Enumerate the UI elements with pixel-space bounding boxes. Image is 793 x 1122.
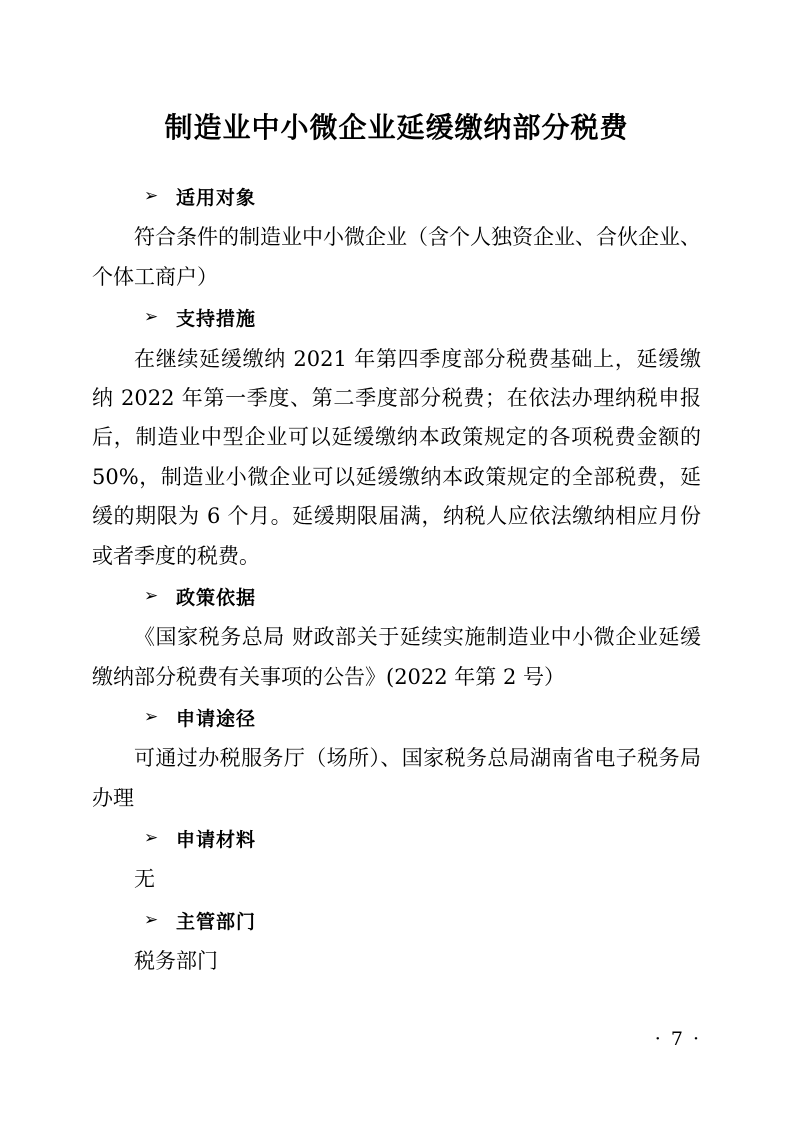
- section-heading: [92, 822, 701, 858]
- section-heading: [92, 701, 701, 737]
- arrow-bullet-icon: ➢: [144, 307, 160, 328]
- arrow-bullet-icon: ➢: [144, 828, 160, 849]
- section-body: 《国家税务总局 财政部关于延续实施制造业中小微企业延缓缴纳部分税费有关事项的公告》(2022 年第 2 号）: [92, 625, 701, 689]
- arrow-bullet-icon: ➢: [144, 586, 160, 607]
- section-heading-label: 申请材料: [176, 829, 257, 852]
- arrow-bullet-icon: ➢: [144, 909, 160, 930]
- section-body: 在继续延缓缴纳 2021 年第四季度部分税费基础上，延缓缴纳 2022 年第一季度、第二季度部分税费；在依法办理纳税申报后，制造业中型企业可以延缓缴纳本政策规定的各项税费金额的 50%，制造业小微企业可以延缓缴纳本政策规定的全部税费，延缓的期限为 6 个月。延缓期限届满，纳税人应依法缴纳相应月份或者季度的税费。: [92, 346, 701, 568]
- section-responsible-department: [92, 904, 701, 982]
- arrow-bullet-icon: ➢: [144, 186, 160, 207]
- arrow-bullet-icon: ➢: [144, 707, 160, 728]
- section-applicable-objects: [92, 180, 701, 297]
- section-policy-basis: [92, 580, 701, 697]
- section-heading-label: 申请途径: [176, 708, 257, 731]
- page-title: 制造业中小微企业延缓缴纳部分税费: [164, 111, 629, 144]
- section-support-measures: [92, 301, 701, 576]
- section-heading-label: 支持措施: [176, 308, 257, 331]
- section-application-materials: [92, 822, 701, 900]
- section-heading-label: 政策依据: [176, 587, 257, 610]
- section-heading: [92, 580, 701, 616]
- section-application-channel: [92, 701, 701, 818]
- section-body: 符合条件的制造业中小微企业（含个人独资企业、合伙企业、个体工商户）: [92, 225, 701, 289]
- section-heading-label: 主管部门: [176, 910, 257, 933]
- section-heading-label: 适用对象: [176, 187, 257, 210]
- section-body: 可通过办税服务厅（场所）、国家税务总局湖南省电子税务局办理: [92, 746, 701, 810]
- section-body: 税务部门: [134, 949, 218, 974]
- section-heading: [92, 301, 701, 337]
- section-body: 无: [134, 867, 155, 892]
- page-number: · 7 ·: [654, 1028, 701, 1050]
- section-heading: [92, 904, 701, 940]
- section-heading: [92, 180, 701, 216]
